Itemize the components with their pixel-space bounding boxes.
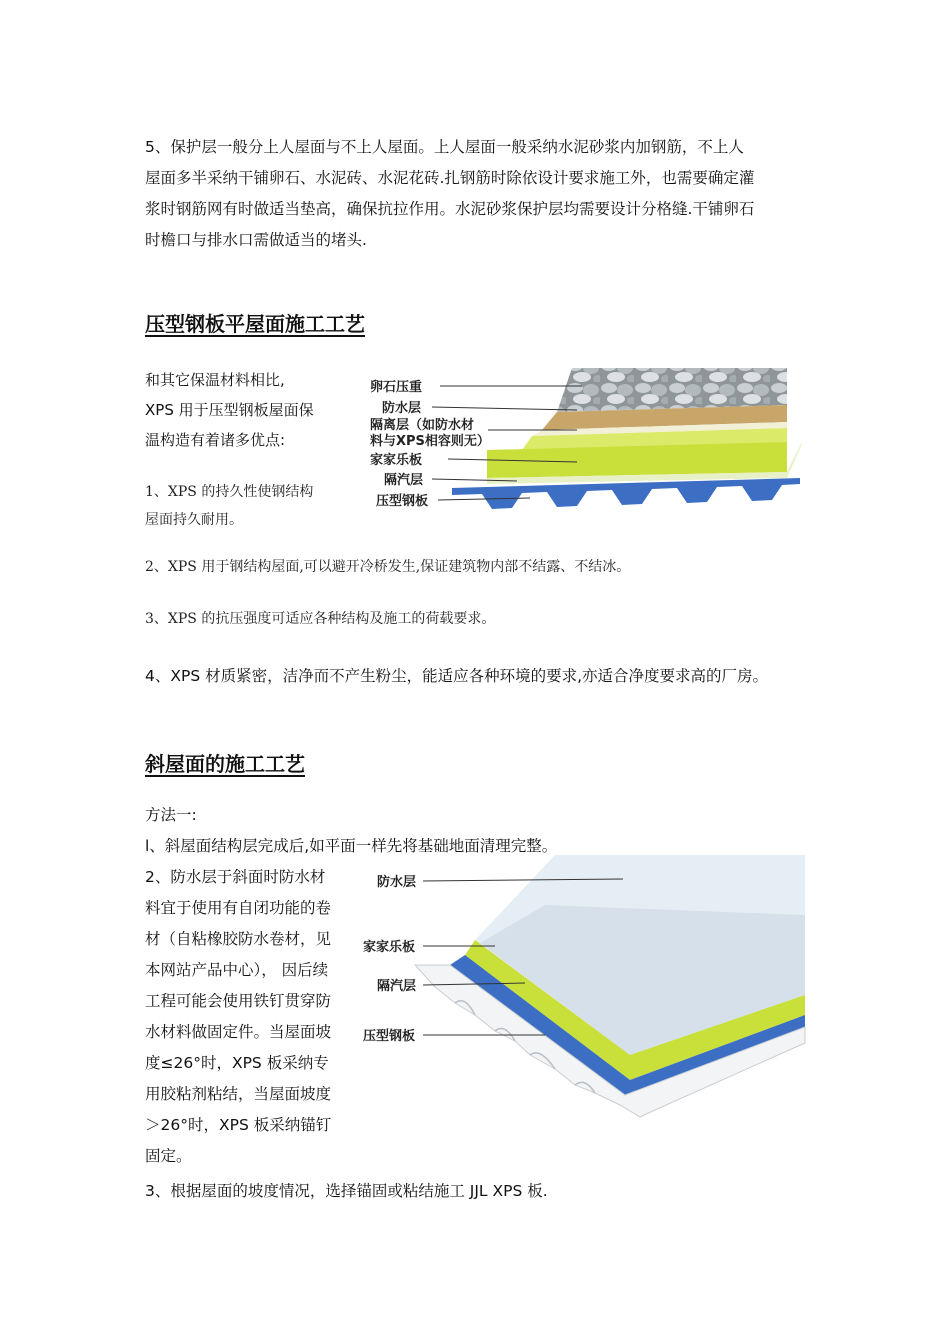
steel-point-4: 4、XPS 材质紧密，洁净而不产生粉尘，能适应各种环境的要求,亦适合净度要求高的厂房。 — [145, 667, 769, 685]
label-vapor: 隔汽层 — [377, 979, 417, 994]
slope-step-2 — [145, 862, 355, 1172]
paragraph-line: 屋面多半采纳干铺卵石、水泥砖、水泥花砖.扎钢筋时除依设计要求施工外，也需要确定灌 — [145, 169, 755, 187]
label-separation-1: 隔离层（如防水材 — [370, 418, 475, 433]
step-line: 2、防水层于斜面时防水材 — [145, 868, 326, 886]
section-title-sloped-roof: 斜屋面的施工工艺 — [145, 752, 305, 776]
steel-roof-layer-diagram — [362, 360, 810, 530]
label-board: 家家乐板 — [370, 453, 423, 468]
label-waterproof: 防水层 — [377, 875, 417, 890]
steel-intro — [145, 365, 365, 455]
step-line: 水材料做固定件。当屋面坡 — [145, 1023, 332, 1041]
slope-step-1: l、斜屋面结构层完成后,如平面一样先将基础地面清理完整。 — [145, 837, 558, 855]
step-line: 度≤26°时，XPS 板采纳专 — [145, 1054, 329, 1072]
label-waterproof: 防水层 — [382, 401, 422, 416]
steel-point-3: 3、XPS 的抗压强度可适应各种结构及施工的荷载要求。 — [145, 611, 496, 627]
paragraph-line: 时檐口与排水口需做适当的堵头. — [145, 231, 367, 249]
sloped-roof-layer-diagram — [355, 855, 810, 1120]
point-line: 屋面持久耐用。 — [145, 512, 243, 528]
step-line: 本网站产品中心）， 因后续 — [145, 961, 329, 979]
step-line: 工程可能会使用铁钉贯穿防 — [145, 992, 332, 1010]
intro-line: XPS 用于压型钢板屋面保 — [145, 401, 314, 419]
step-line: 用胶粘剂粘结，当屋面坡度 — [145, 1085, 332, 1103]
gravel-layer — [557, 368, 787, 412]
intro-line: 温构造有着诸多优点: — [145, 431, 286, 449]
label-steel: 压型钢板 — [363, 1029, 416, 1044]
step-line: ＞26°时，XPS 板采纳锚钉 — [145, 1116, 332, 1134]
step-line: 料宜于使用有自闭功能的卷 — [145, 899, 332, 917]
label-steel: 压型钢板 — [376, 494, 429, 509]
label-separation-2: 料与XPS相容则无） — [370, 434, 490, 449]
label-vapor: 隔汽层 — [384, 473, 424, 488]
step-line: 材（自粘橡胶防水卷材，见 — [145, 930, 332, 948]
steel-point-1 — [145, 478, 313, 534]
protection-paragraph — [145, 132, 825, 256]
point-line: 1、XPS 的持久性使钢结构 — [145, 484, 314, 500]
step-line: 固定。 — [145, 1147, 192, 1165]
label-board: 家家乐板 — [363, 940, 416, 955]
paragraph-line: 浆时钢筋网有时做适当垫高，确保抗拉作用。水泥砂浆保护层均需要设计分格缝.干铺卵石 — [145, 200, 755, 218]
intro-line: 和其它保温材料相比, — [145, 371, 285, 389]
section-title-steel-roof: 压型钢板平屋面施工工艺 — [145, 312, 365, 336]
slope-method: 方法一: — [145, 806, 197, 824]
steel-point-2: 2、XPS 用于钢结构屋面,可以避开冷桥发生,保证建筑物内部不结露、不结冰。 — [145, 559, 631, 575]
paragraph-line: 5、保护层一般分上人屋面与不上人屋面。上人屋面一般采纳水泥砂浆内加钢筋，不上人 — [145, 138, 744, 156]
slope-step-3: 3、根据屋面的坡度情况，选择锚固或粘结施工 JJL XPS 板. — [145, 1182, 548, 1200]
label-gravel: 卵石压重 — [370, 380, 423, 395]
